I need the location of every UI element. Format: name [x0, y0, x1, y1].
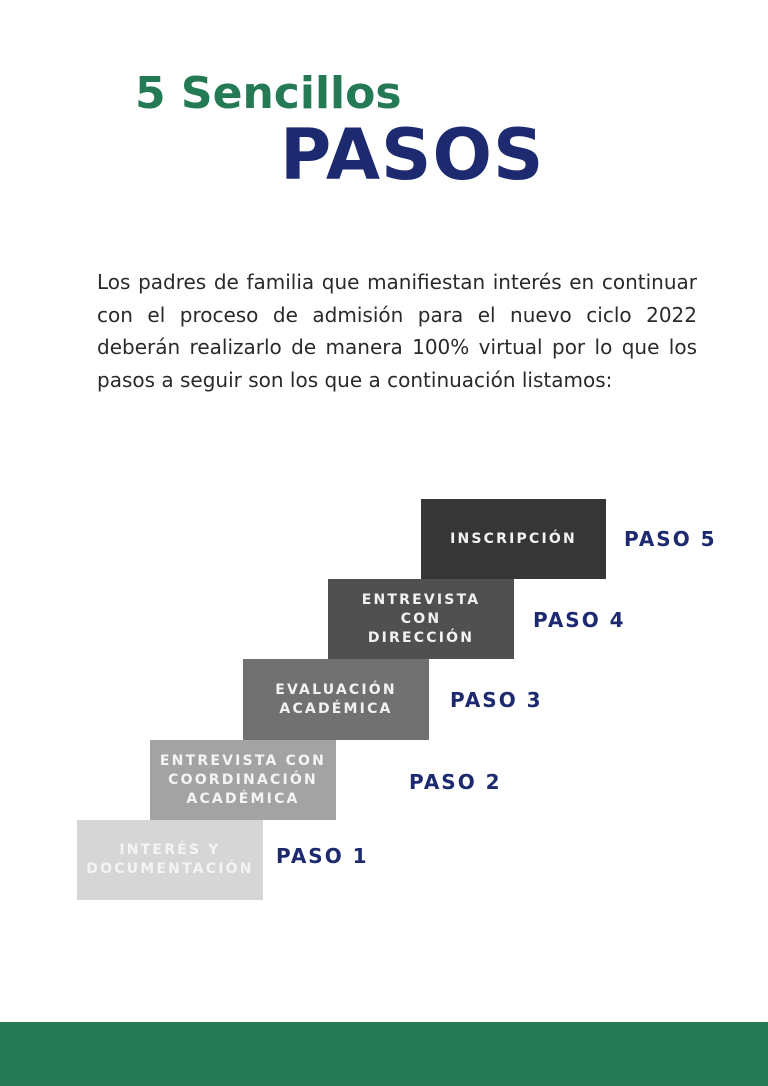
step-2-box	[150, 740, 336, 820]
step-5-label: INSCRIPCIÓN	[450, 530, 577, 547]
footer-bar	[0, 1022, 768, 1086]
title-line-2: PASOS	[280, 114, 545, 196]
intro-paragraph: Los padres de familia que manifiestan interés en continuar con el proceso de admisión para el nuevo ciclo 2022 deberán realizarlo de manera 100% virtual por lo que los pasos a seguir son los que a continuación listamos:	[97, 270, 697, 392]
step-3-box	[243, 659, 429, 740]
title-line-1: 5 Sencillos	[135, 68, 402, 119]
step-4-label: ENTREVISTA CON DIRECCIÓN	[361, 591, 481, 646]
step-4-box	[328, 579, 514, 659]
step-1-label: INTERÉS Y DOCUMENTACIÓN	[86, 842, 254, 877]
step-5-box	[421, 499, 606, 579]
step-2-label: ENTREVISTA CON COORDINACIÓN ACADÉMICA	[159, 752, 327, 807]
step-1-paso: PASO 1	[276, 844, 369, 868]
step-5-paso: PASO 5	[624, 527, 717, 551]
step-1-box	[77, 820, 263, 900]
step-3-label: EVALUACIÓN ACADÉMICA	[275, 681, 397, 717]
step-3-paso: PASO 3	[450, 688, 543, 712]
step-2-paso: PASO 2	[409, 770, 502, 794]
step-4-paso: PASO 4	[533, 608, 626, 632]
